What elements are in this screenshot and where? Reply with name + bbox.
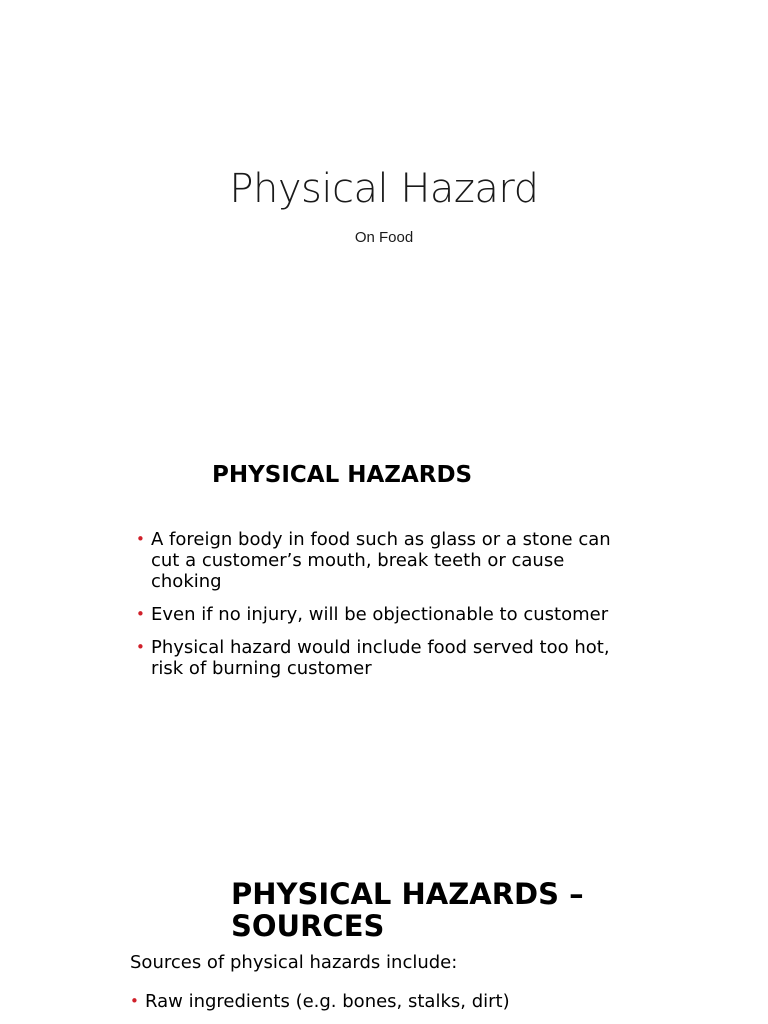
bullet-text: A foreign body in food such as glass or a stone can cut a customer’s mouth, break teeth or cause choking [151,529,611,592]
bullet-dot-icon: • [136,605,145,623]
list-item [136,637,616,679]
bullet-dot-icon: • [136,638,145,656]
bullet-text: Even if no injury, will be objectionable to customer [151,604,609,625]
slide-title: Physical Hazard [229,166,539,212]
slide-subtitle: On Food [354,229,414,246]
physical-hazards-slide [0,440,768,760]
list-item [130,991,650,1012]
bullet-text: Raw ingredients (e.g. bones, stalks, dirt) [145,991,510,1012]
title-slide [0,0,768,300]
bullet-list [136,529,616,691]
slide-heading: PHYSICAL HAZARDS – SOURCES [231,877,584,943]
list-item [136,529,616,592]
list-item [136,604,616,625]
intro-text: Sources of physical hazards include: [130,952,458,973]
bullet-dot-icon: • [136,530,145,548]
bullet-dot-icon: • [130,992,139,1010]
hazard-sources-slide [0,860,768,1024]
slide-heading: PHYSICAL HAZARDS [212,462,473,488]
bullet-list [130,991,650,1012]
bullet-text: Physical hazard would include food served too hot, risk of burning customer [151,637,610,679]
